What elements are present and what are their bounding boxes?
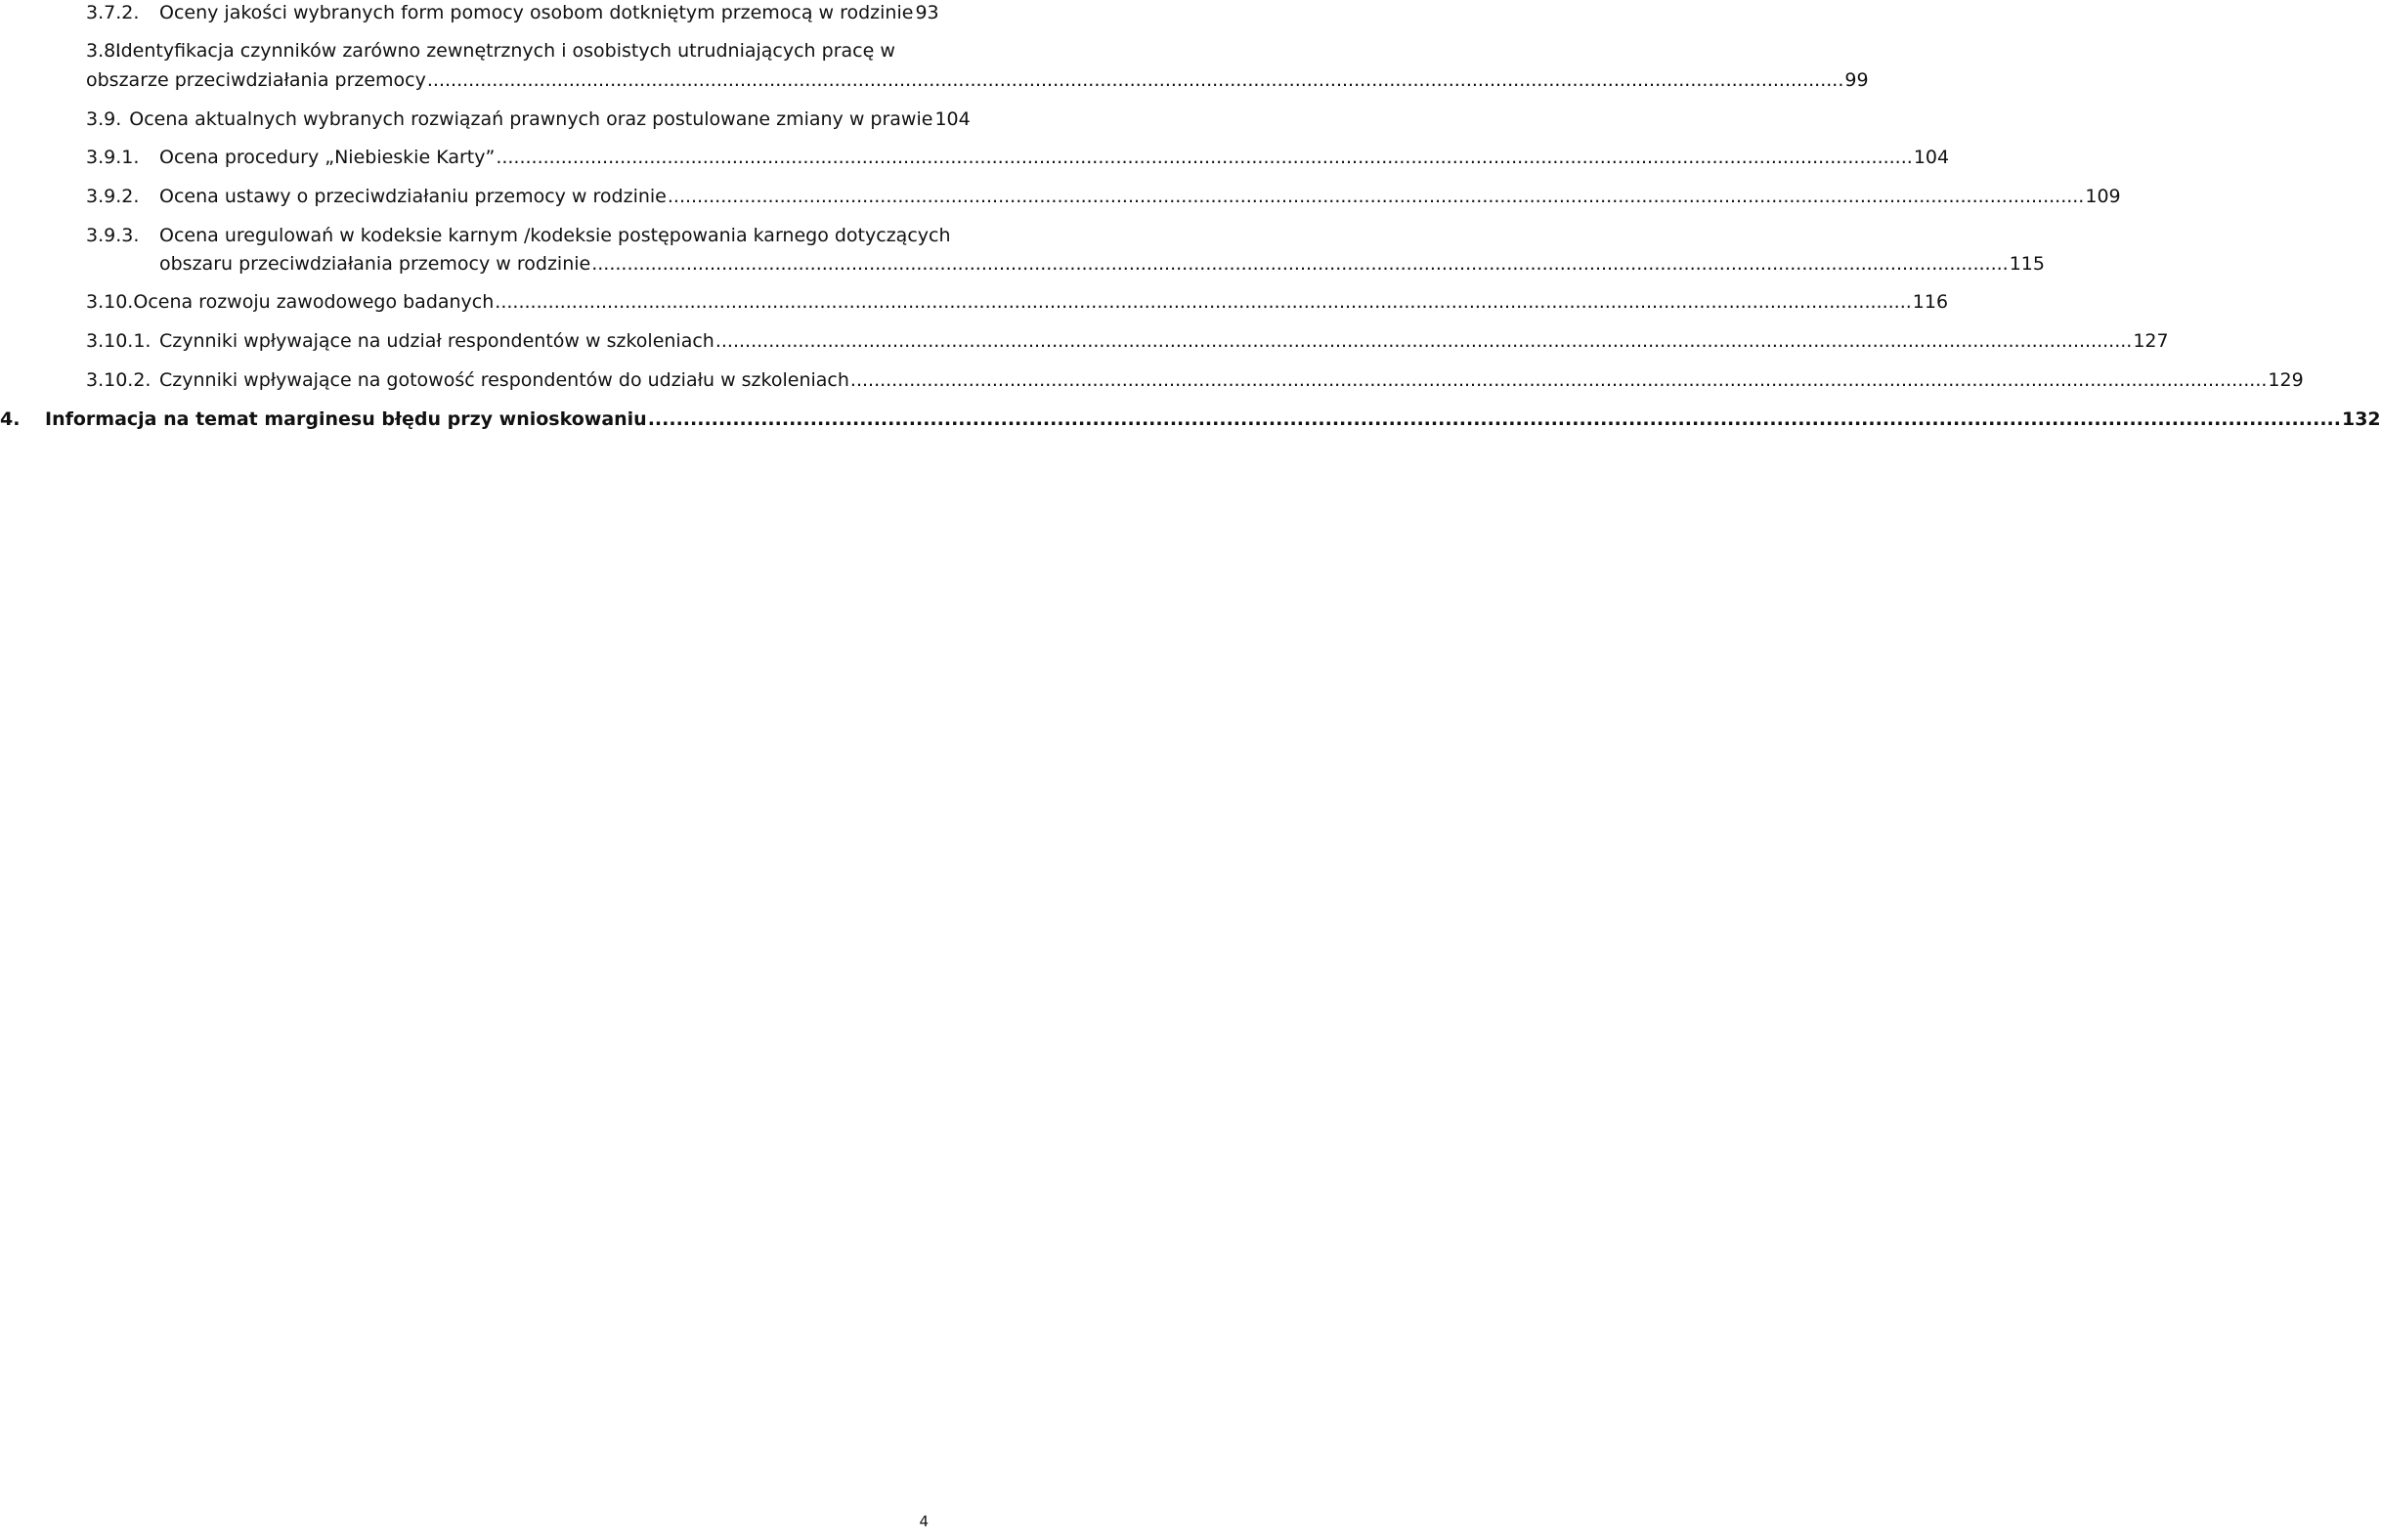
toc-number: 3.10. <box>86 291 134 313</box>
toc-number: 3.10.1. <box>86 330 152 352</box>
toc-leader <box>850 369 2268 391</box>
toc-number: 3.9.1. <box>86 147 140 168</box>
toc-entry[interactable] <box>86 186 2121 209</box>
toc-title: Oceny jakości wybranych form pomocy osobom dotkniętym przemocą w rodzinie <box>159 2 914 23</box>
toc-entry[interactable] <box>86 147 1950 170</box>
toc-number: 4. <box>0 408 21 430</box>
toc-entry[interactable] <box>86 225 2045 287</box>
toc-leader <box>495 291 1912 313</box>
toc-leader <box>427 69 1844 91</box>
toc-number: 3.7.2. <box>86 2 140 23</box>
toc-page: 109 <box>2085 186 2121 207</box>
toc-title: Ocena rozwoju zawodowego badanych <box>133 291 495 313</box>
toc-entry[interactable] <box>86 108 971 132</box>
toc-title-continued: obszaru przeciwdziałania przemocy w rodzinie <box>159 253 591 275</box>
toc-page: 116 <box>1912 291 1949 313</box>
toc-page: 104 <box>1913 147 1950 168</box>
toc-leader <box>648 408 2341 430</box>
toc-title: Czynniki wpływające na udział respondentów w szkoleniach <box>159 330 714 352</box>
toc-page: 127 <box>2133 330 2169 352</box>
page-number: 4 <box>919 1513 929 1530</box>
toc-leader <box>591 253 2009 275</box>
toc-number: 3.10.2. <box>86 369 152 391</box>
toc-entry[interactable] <box>86 369 2304 393</box>
toc-title: Ocena uregulowań w kodeksie karnym /kodeksie postępowania karnego dotyczących <box>159 225 951 246</box>
toc-title: Informacja na temat marginesu błędu przy wnioskowaniu <box>45 408 647 430</box>
toc-number: 3.8. <box>86 40 122 62</box>
toc-entry[interactable] <box>86 291 1949 315</box>
toc-leader <box>496 147 1913 168</box>
toc-title: Czynniki wpływające na gotowość respondentów do udziału w szkoleniach <box>159 369 849 391</box>
toc-page: 104 <box>934 108 971 130</box>
toc-page: 115 <box>2009 253 2045 275</box>
toc-leader <box>668 186 2085 207</box>
toc-entry-chapter[interactable] <box>0 408 2381 432</box>
toc-number: 3.9.3. <box>86 225 140 246</box>
toc-leader <box>715 330 2133 352</box>
toc-number: 3.9.2. <box>86 186 140 207</box>
toc-entry[interactable] <box>86 40 1869 103</box>
toc-page: 132 <box>2341 408 2381 430</box>
toc-entry[interactable] <box>86 330 2169 354</box>
toc-number: 3.9. <box>86 108 122 130</box>
toc-title-continued: obszarze przeciwdziałania przemocy <box>86 69 426 91</box>
toc-title: Ocena procedury „Niebieskie Karty” <box>159 147 496 168</box>
toc-page: 93 <box>915 2 939 23</box>
toc-title: Identyfikacja czynników zarówno zewnętrznych i osobistych utrudniających pracę w <box>115 40 895 62</box>
toc-entry[interactable] <box>86 2 939 25</box>
toc-page: 99 <box>1844 69 1869 91</box>
toc-title: Ocena aktualnych wybranych rozwiązań prawnych oraz postulowane zmiany w prawie <box>129 108 933 130</box>
toc-title: Ocena ustawy o przeciwdziałaniu przemocy w rodzinie <box>159 186 667 207</box>
toc-page: 129 <box>2268 369 2304 391</box>
